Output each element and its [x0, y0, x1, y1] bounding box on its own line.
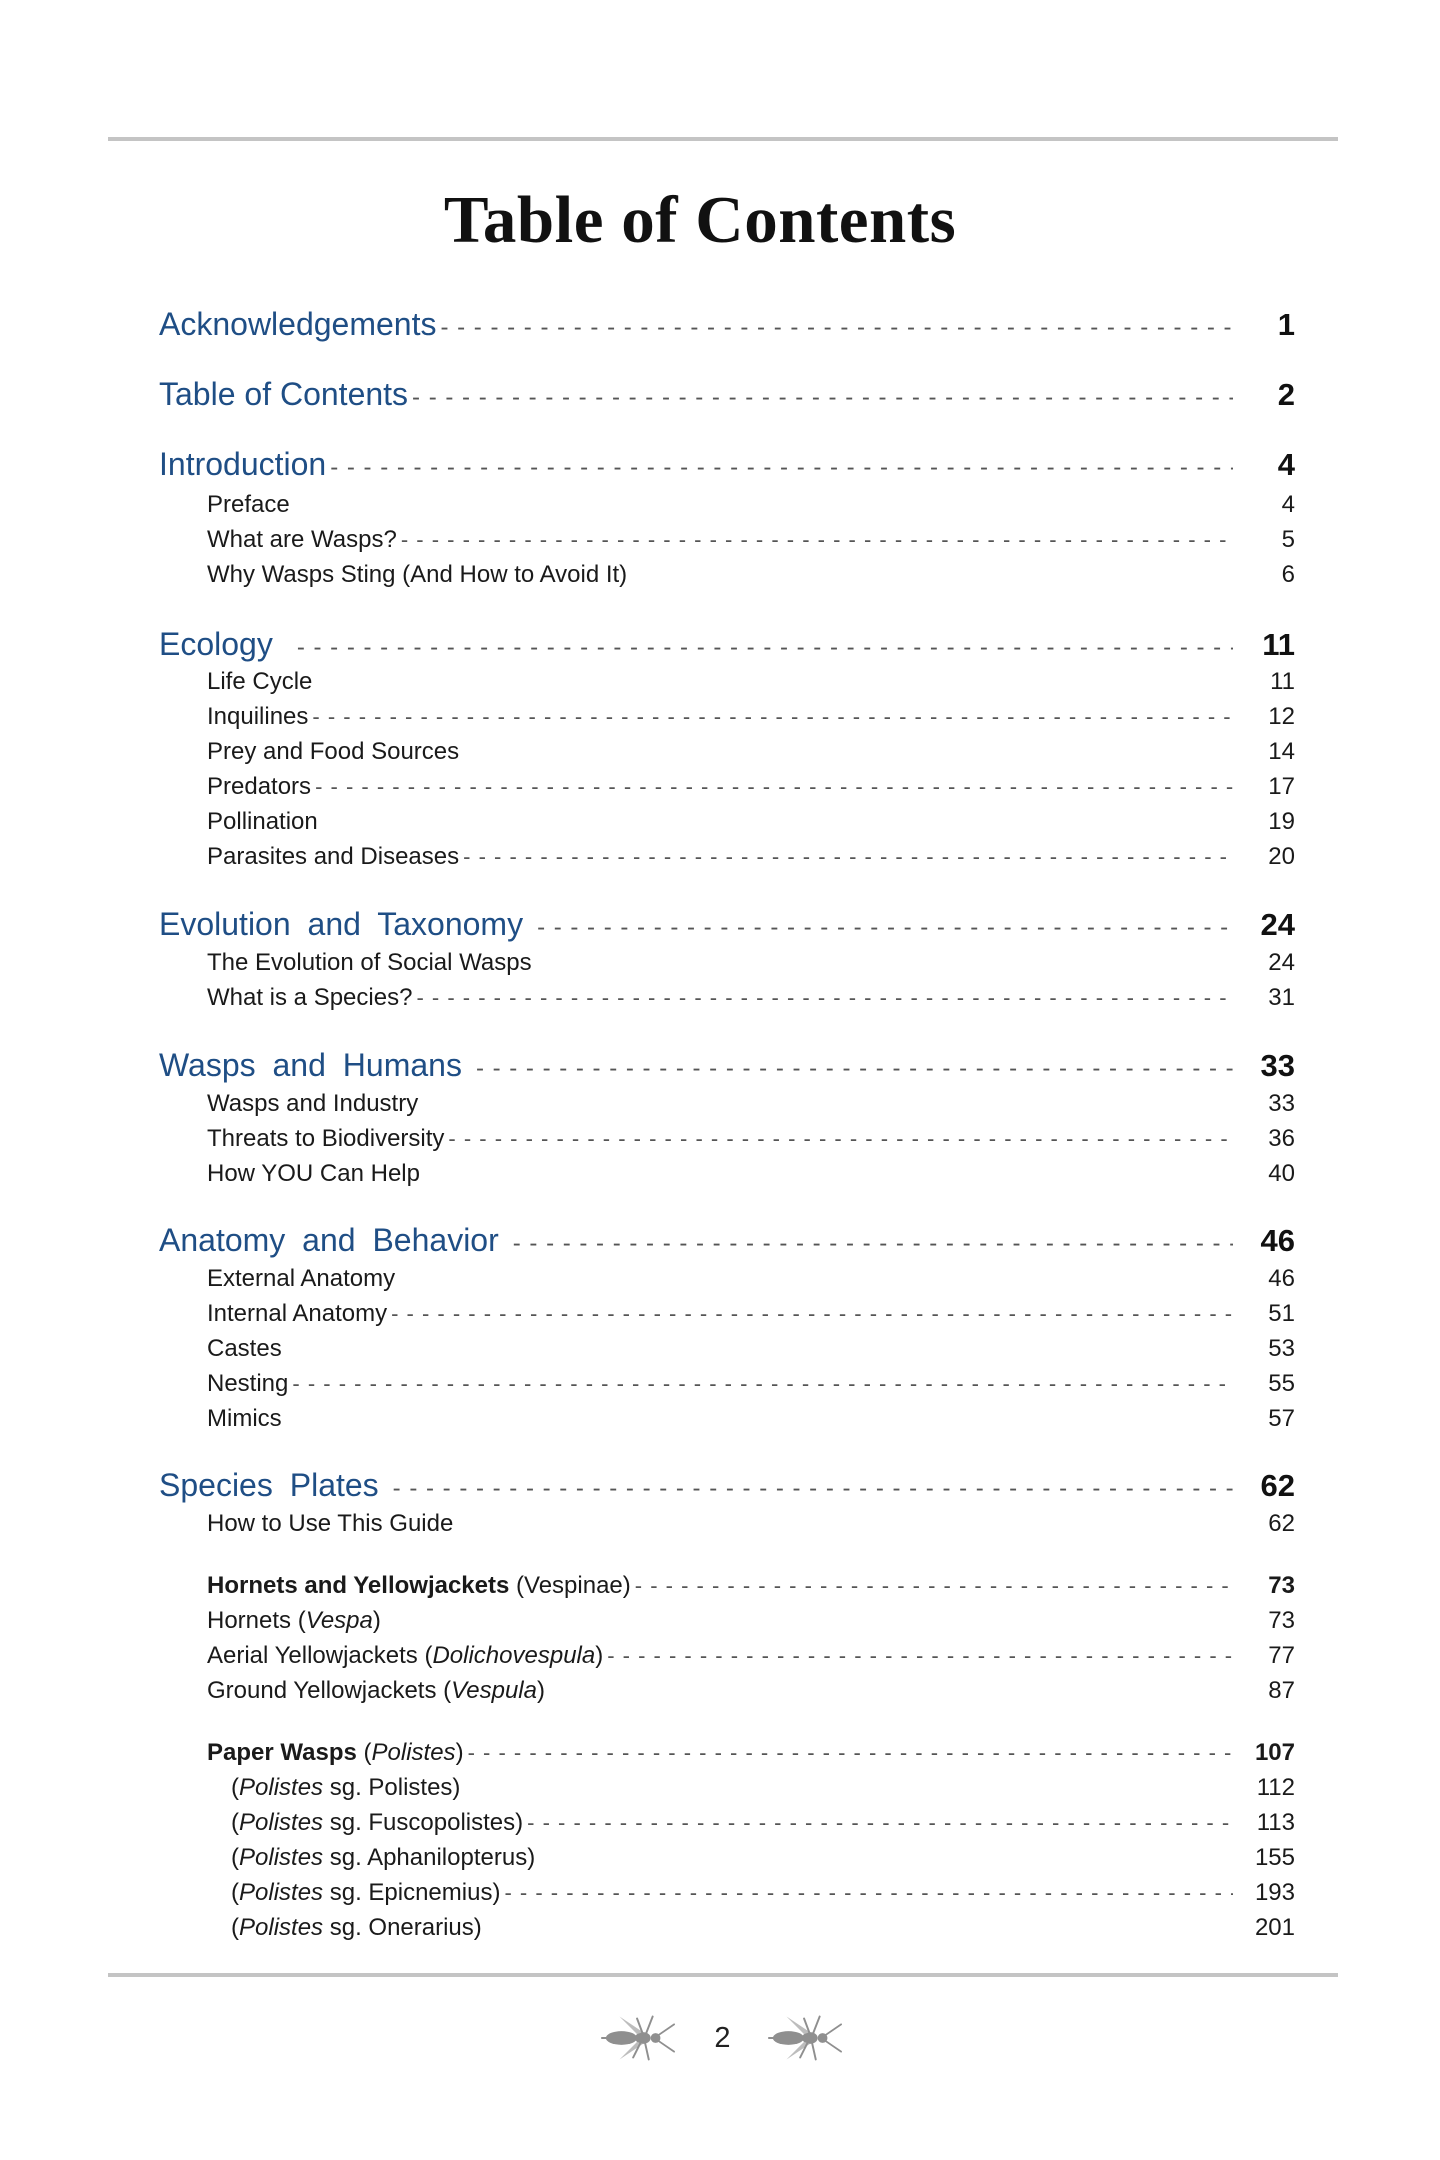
chapter-label: Anatomy and Behavior: [159, 1222, 499, 1258]
toc-chapter-acknowledgements[interactable]: [159, 306, 1295, 343]
toc-section[interactable]: Preface 4: [207, 491, 1295, 518]
chapter-page: 4: [1277, 447, 1295, 482]
toc-section[interactable]: Nesting - - - 55: [207, 1370, 1295, 1398]
toc-section[interactable]: Pollination 19: [207, 808, 1295, 835]
toc-group-hornets-yellowjackets[interactable]: [207, 1572, 1295, 1600]
toc-chapter-introduction[interactable]: [159, 446, 1295, 483]
group-name: Paper Wasps: [207, 1739, 357, 1766]
toc-chapter-anatomy-and-behavior[interactable]: [159, 1222, 1295, 1259]
toc-section[interactable]: Castes 53: [207, 1335, 1295, 1362]
toc-section[interactable]: (Polistes sg. Onerarius) 201: [231, 1914, 1295, 1941]
wasp-icon: [600, 2007, 678, 2069]
toc-section[interactable]: (Polistes sg. Polistes) 112: [231, 1774, 1295, 1801]
page-footer: [600, 2003, 845, 2073]
toc-section[interactable]: Parasites and Diseases - - - 20: [207, 843, 1295, 871]
group-taxon: (Polistes): [363, 1739, 464, 1766]
wasp-icon: [767, 2007, 845, 2069]
chapter-page: 33: [1260, 1048, 1295, 1083]
toc-section[interactable]: Hornets (Vespa) 73: [207, 1607, 1295, 1634]
bottom-rule: [108, 1973, 1338, 1977]
toc-chapter-species-plates[interactable]: [159, 1467, 1295, 1504]
chapter-page: 2: [1277, 377, 1295, 412]
toc-section[interactable]: Internal Anatomy - - - 51: [207, 1300, 1295, 1328]
toc-chapter-wasps-and-humans[interactable]: [159, 1047, 1295, 1084]
toc-section[interactable]: Why Wasps Sting (And How to Avoid It) 6: [207, 561, 1295, 588]
toc-section[interactable]: (Polistes sg. Aphanilopterus) 155: [231, 1844, 1295, 1871]
toc-section[interactable]: (Polistes sg. Fuscopolistes) - - - 113: [231, 1809, 1295, 1837]
chapter-label: Introduction: [159, 446, 327, 482]
chapter-label: Acknowledgements: [159, 306, 437, 342]
toc-chapter-table-of-contents[interactable]: [159, 376, 1295, 413]
toc-section[interactable]: How to Use This Guide 62: [207, 1510, 1295, 1537]
chapter-label: Wasps and Humans: [159, 1047, 462, 1083]
chapter-label: Ecology: [159, 626, 273, 662]
page-title: Table of Contents: [443, 183, 957, 257]
chapter-label: Species Plates: [159, 1467, 379, 1503]
chapter-page: 46: [1260, 1223, 1295, 1258]
chapter-label: Table of Contents: [159, 376, 409, 412]
group-name: Hornets and Yellowjackets: [207, 1572, 510, 1599]
toc-chapter-ecology[interactable]: [159, 626, 1295, 663]
page-number: 2: [714, 2021, 731, 2054]
toc-section[interactable]: How YOU Can Help 40: [207, 1160, 1295, 1187]
toc-section[interactable]: What are Wasps? - - - 5: [207, 526, 1295, 554]
toc-section[interactable]: Ground Yellowjackets (Vespula) 87: [207, 1677, 1295, 1704]
toc-section[interactable]: Threats to Biodiversity - - - 36: [207, 1125, 1295, 1153]
toc-section[interactable]: Predators - - - 17: [207, 773, 1295, 801]
toc-section[interactable]: The Evolution of Social Wasps 24: [207, 949, 1295, 976]
toc-section[interactable]: (Polistes sg. Epicnemius) - - - 193: [231, 1879, 1295, 1907]
chapter-page: 62: [1260, 1468, 1295, 1503]
group-taxon: (Vespinae): [516, 1572, 631, 1599]
toc-section[interactable]: What is a Species? - - - 31: [207, 984, 1295, 1012]
toc-chapter-evolution-and-taxonomy[interactable]: [159, 906, 1295, 943]
toc-section[interactable]: External Anatomy 46: [207, 1265, 1295, 1292]
top-rule: [108, 137, 1338, 141]
chapter-label: Evolution and Taxonomy: [159, 906, 524, 942]
chapter-page: 24: [1260, 907, 1295, 942]
toc-section[interactable]: Life Cycle 11: [207, 668, 1295, 695]
toc-group-paper-wasps[interactable]: [207, 1739, 1295, 1767]
toc-section[interactable]: Aerial Yellowjackets (Dolichovespula) - - - 77: [207, 1642, 1295, 1670]
chapter-page: 11: [1262, 627, 1295, 662]
toc-section[interactable]: Inquilines - - - 12: [207, 703, 1295, 731]
group-page: 73: [1268, 1572, 1295, 1599]
group-page: 107: [1254, 1739, 1295, 1766]
toc-section[interactable]: Prey and Food Sources 14: [207, 738, 1295, 765]
toc-section[interactable]: Mimics 57: [207, 1405, 1295, 1432]
toc-section[interactable]: Wasps and Industry 33: [207, 1090, 1295, 1117]
chapter-page: 1: [1277, 307, 1295, 342]
